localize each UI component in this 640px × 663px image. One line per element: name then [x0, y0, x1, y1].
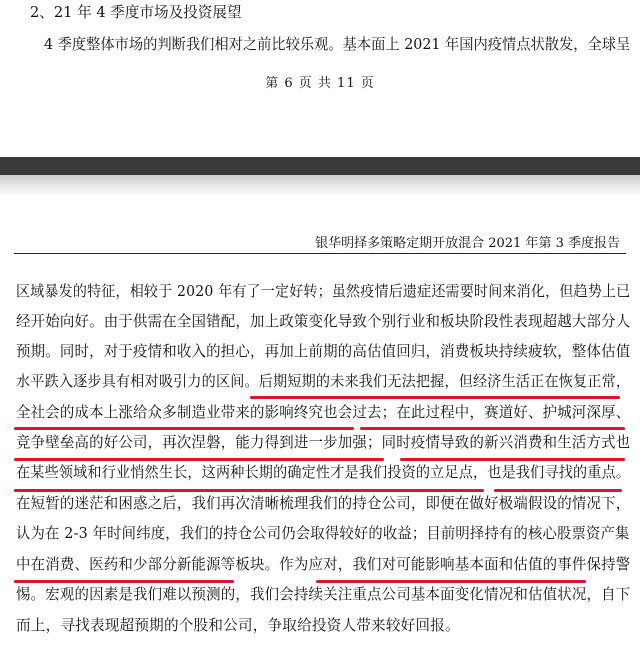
body-line: 而上，寻找表现超预期的个股和公司，争取给投资人带来较好回报。 [16, 617, 460, 634]
body-line: 认为在 2-3 年时间纬度，我们的持仓公司仍会取得较好的收益；目前明择持有的核心股票资产集 [16, 525, 630, 542]
report-header-title: 银华明择多策略定期开放混合 2021 年第 3 季度报告 [315, 236, 620, 251]
body-line: 在短暂的迷茫和困惑之后，我们再次清晰梳理我们的持仓公司，即便在做好极端假设的情况下， [16, 495, 631, 512]
highlight-underline [316, 580, 586, 583]
section-heading: 2、21 年 4 季度市场及投资展望 [30, 4, 242, 21]
page-number: 第 6 页 共 11 页 [265, 76, 375, 91]
body-line: 在某些领域和行业悄然生长，这两种长期的确定性才是我们投资的立足点，也是我们寻找的重点。 [16, 464, 631, 481]
paragraph-first-line: 4 季度整体市场的判断我们相对之前比较乐观。基本面上 2021 年国内疫情点状散发，全球呈 [44, 36, 631, 53]
highlight-underline [14, 489, 484, 492]
highlight-underline [250, 396, 620, 399]
highlight-underline [14, 427, 354, 430]
highlight-underline [360, 427, 625, 430]
body-line: 全社会的成本上涨给众多制造业带来的影响终究也会过去；在此过程中，赛道好、护城河深厚、 [16, 404, 631, 421]
body-line: 惕。宏观的因素是我们难以预测的，我们会持续关注重点公司基本面变化情况和估值状况，自下 [16, 586, 631, 603]
highlight-underline [14, 580, 234, 583]
body-line: 预期。同时，对于疫情和收入的担心，再加上前期的高估值回归，消费板块持续疲软，整体估值 [16, 343, 631, 360]
header-rule [14, 253, 626, 254]
body-line: 竞争壁垒高的好公司，再次涅磐，能力得到进一步加强；同时疫情导致的新兴消费和生活方式也 [16, 434, 631, 451]
body-line: 中在消费、医药和少部分新能源等板块。作为应对，我们对可能影响基本面和估值的事件保持警 [16, 556, 631, 573]
highlight-underline [494, 489, 622, 492]
body-line: 经开始向好。由于供需在全国错配，加上政策变化导致个别行业和板块阶段性表现超越大部分人 [16, 313, 631, 330]
page-gap-shadow [0, 175, 640, 197]
body-line: 区域暴发的特征，相较于 2020 年有了一定好转；虽然疫情后遗症还需要时间来消化，但趋势上已 [16, 283, 631, 300]
highlight-underline [14, 458, 384, 461]
page-gap [0, 157, 640, 175]
highlight-underline [400, 458, 625, 461]
body-line: 水平跌入逐步具有相对吸引力的区间。后期短期的未来我们无法把握，但经济生活正在恢复正常， [16, 373, 631, 390]
